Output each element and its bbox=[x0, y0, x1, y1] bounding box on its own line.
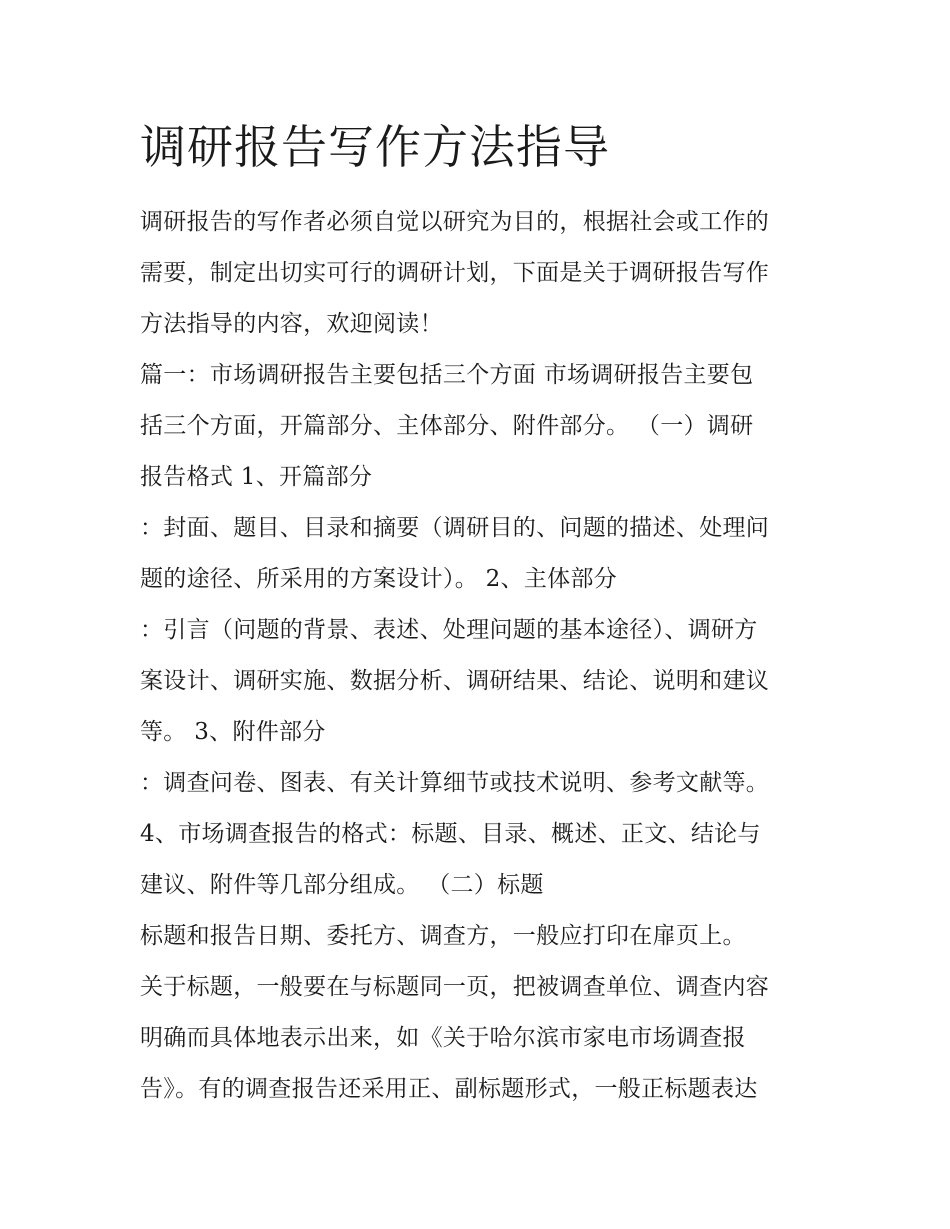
body-line: 关于标题，一般要在与标题同一页，把被调查单位、调查内容 bbox=[140, 974, 770, 1000]
body-line: ：调查问卷、图表、有关计算细节或技术说明、参考文献等。 bbox=[140, 770, 770, 796]
body-line: 报告格式 1、开篇部分 bbox=[140, 464, 373, 490]
body-line: 标题和报告日期、委托方、调查方，一般应打印在扉页上。 bbox=[140, 923, 746, 949]
body-line: 篇一：市场调研报告主要包括三个方面 市场调研报告主要包 bbox=[140, 362, 754, 388]
body-line: 告》。有的调查报告还采用正、副标题形式，一般正标题表达 bbox=[140, 1076, 758, 1102]
body-line: 调研报告的写作者必须自觉以研究为目的，根据社会或工作的 bbox=[140, 209, 770, 235]
body-line: ：封面、题目、目录和摘要（调研目的、问题的描述、处理问 bbox=[140, 515, 770, 541]
body-line: 建议、附件等几部分组成。 （二）标题 bbox=[140, 872, 544, 898]
document-body bbox=[140, 197, 830, 1115]
document-title: 调研报告写作方法指导 bbox=[140, 120, 610, 174]
body-line: 明确而具体地表示出来，如《关于哈尔滨市家电市场调查报 bbox=[140, 1025, 746, 1051]
body-line: 需要，制定出切实可行的调研计划，下面是关于调研报告写作 bbox=[140, 260, 770, 286]
body-line: 等。 3、附件部分 bbox=[140, 719, 326, 745]
body-line: 4、市场调查报告的格式：标题、目录、概述、正文、结论与 bbox=[140, 821, 761, 847]
body-line: 题的途径、所采用的方案设计）。 2、主体部分 bbox=[140, 566, 618, 592]
body-line: ：引言（问题的背景、表述、处理问题的基本途径）、调研方 bbox=[140, 617, 758, 643]
body-line: 案设计、调研实施、数据分析、调研结果、结论、说明和建议 bbox=[140, 668, 770, 694]
body-line: 方法指导的内容，欢迎阅读！ bbox=[140, 311, 443, 337]
body-line: 括三个方面，开篇部分、主体部分、附件部分。 （一）调研 bbox=[140, 413, 754, 439]
